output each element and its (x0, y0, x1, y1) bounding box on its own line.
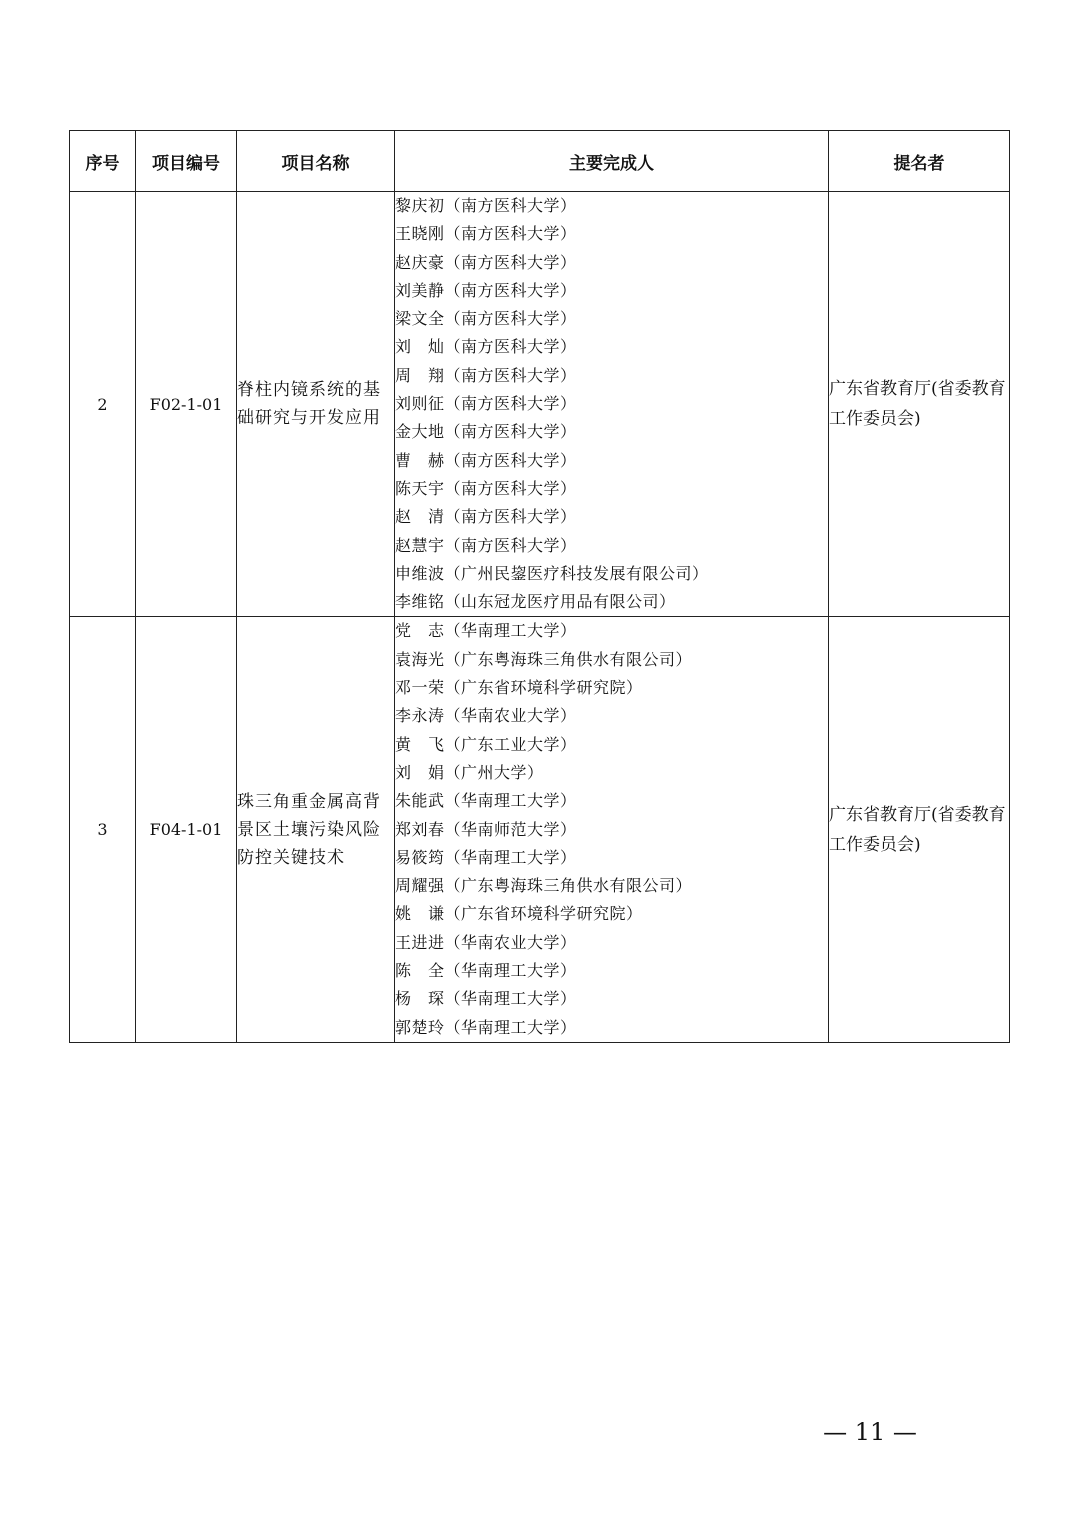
contributor-item: 刘则征（南方医科大学） (395, 394, 577, 414)
contributor-item: 陈 全（华南理工大学） (395, 961, 577, 981)
table-header-row (70, 131, 1010, 192)
contributor-item: 周耀强（广东粤海珠三角供水有限公司） (395, 876, 693, 896)
contributor-item: 梁文全（南方医科大学） (395, 309, 577, 329)
contributor-item: 李永涛（华南农业大学） (395, 706, 577, 726)
contributor-item: 杨 琛（华南理工大学） (395, 989, 577, 1009)
page-number: — 11 — (823, 1418, 917, 1446)
contributor-item: 刘 灿（南方医科大学） (395, 337, 577, 357)
contributor-item: 黄 飞（广东工业大学） (395, 734, 577, 754)
table-body (70, 192, 1010, 1043)
contributor-item: 周 翔（南方医科大学） (395, 365, 577, 385)
table-row (70, 192, 1010, 617)
header-code: 项目编号 (136, 131, 237, 192)
header-people: 主要完成人 (395, 131, 829, 192)
contributor-item: 易筱筠（华南理工大学） (395, 847, 577, 867)
row-main-contributors (395, 617, 829, 1042)
contributor-item: 赵慧宇（南方医科大学） (395, 535, 577, 555)
contributor-item: 陈天宇（南方医科大学） (395, 478, 577, 498)
contributor-item: 刘美静（南方医科大学） (395, 280, 577, 300)
row-project-name: 脊柱内镜系统的基础研究与开发应用 (237, 192, 395, 617)
row-main-contributors (395, 192, 829, 617)
row-seq: 3 (70, 617, 136, 1042)
contributor-item: 王晓刚（南方医科大学） (395, 224, 577, 244)
row-seq: 2 (70, 192, 136, 617)
projects-table (69, 130, 1010, 1043)
table-row (70, 617, 1010, 1042)
contributor-item: 郭楚玲（华南理工大学） (395, 1017, 577, 1037)
row-nominator: 广东省教育厅(省委教育工作委员会) (829, 192, 1010, 617)
contributor-item: 黎庆初（南方医科大学） (395, 196, 577, 215)
contributor-item: 郑刘春（华南师范大学） (395, 819, 577, 839)
contributor-item: 姚 谦（广东省环境科学研究院） (395, 904, 643, 924)
contributor-item: 曹 赫（南方医科大学） (395, 450, 577, 470)
row-project-code: F04-1-01 (136, 617, 237, 1042)
contributor-item: 赵 清（南方医科大学） (395, 507, 577, 527)
contributor-item: 申维波（广州民鋆医疗科技发展有限公司） (395, 563, 709, 583)
contributor-item: 王进进（华南农业大学） (395, 932, 577, 952)
contributor-item: 朱能武（华南理工大学） (395, 791, 577, 811)
row-nominator: 广东省教育厅(省委教育工作委员会) (829, 617, 1010, 1042)
contributor-item: 邓一荣（广东省环境科学研究院） (395, 678, 643, 698)
contributor-item: 袁海光（广东粤海珠三角供水有限公司） (395, 649, 693, 669)
contributor-item: 李维铭（山东冠龙医疗用品有限公司） (395, 592, 676, 612)
contributor-item: 赵庆豪（南方医科大学） (395, 252, 577, 272)
row-project-code: F02-1-01 (136, 192, 237, 617)
row-project-name: 珠三角重金属高背景区土壤污染风险防控关键技术 (237, 617, 395, 1042)
contributor-item: 金大地（南方医科大学） (395, 422, 577, 442)
header-name: 项目名称 (237, 131, 395, 192)
header-nominator: 提名者 (829, 131, 1010, 192)
header-seq: 序号 (70, 131, 136, 192)
contributor-item: 刘 娟（广州大学） (395, 762, 544, 782)
contributor-item: 党 志（华南理工大学） (395, 621, 577, 641)
